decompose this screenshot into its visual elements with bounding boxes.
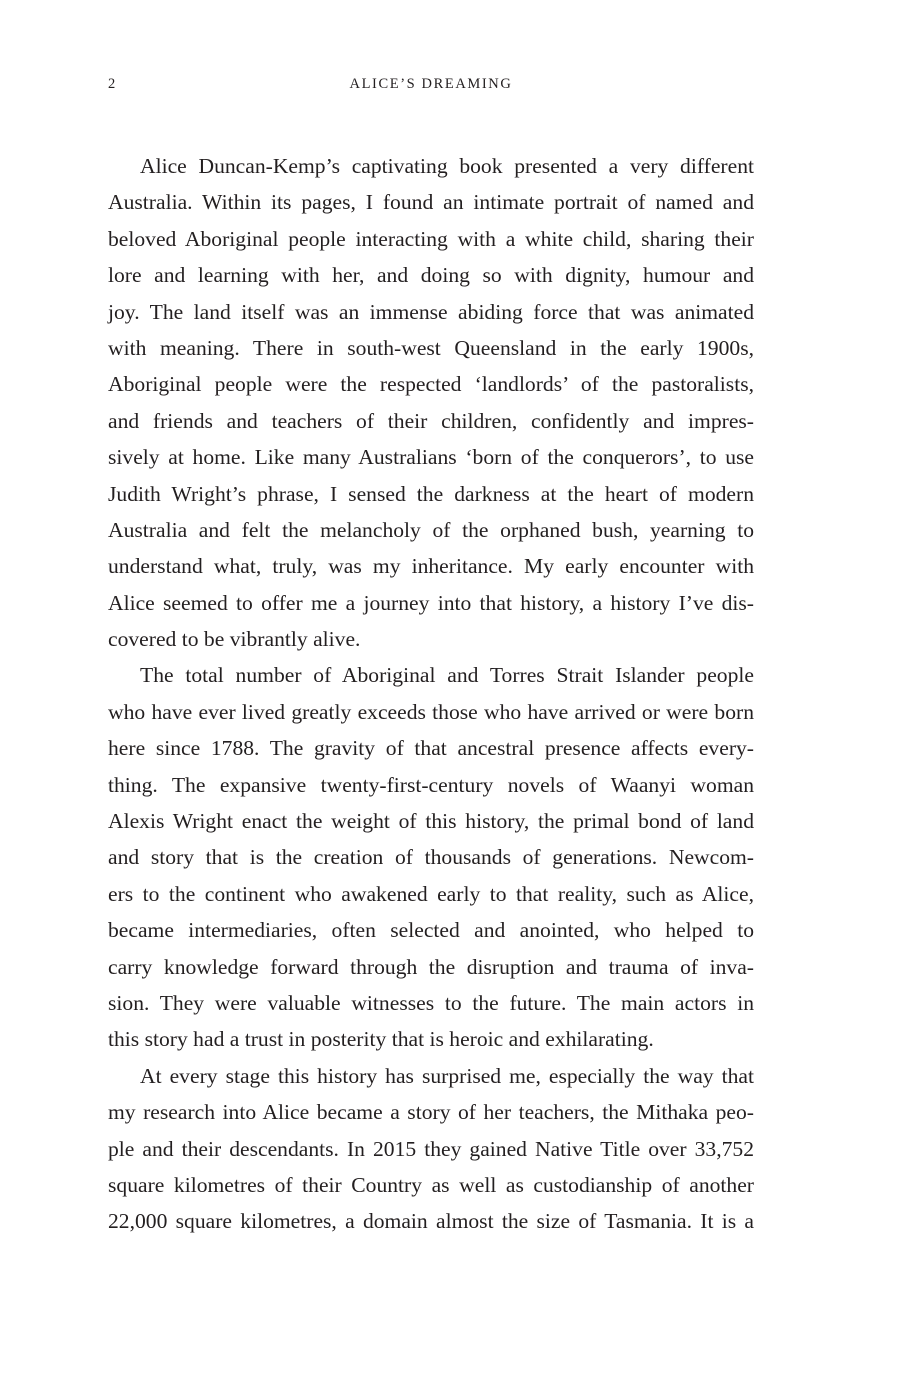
text-line: Alice seemed to offer me a journey into that history, a history I’ve dis- [108, 590, 754, 615]
text-line: lore and learning with her, and doing so with dignity, humour and [108, 263, 754, 288]
text-line: square kilometres of their Country as well as custodianship of another [108, 1172, 754, 1197]
text-line: and story that is the creation of thousands of generations. Newcom- [108, 845, 754, 870]
paragraph-1 [108, 148, 754, 657]
text-line: beloved Aboriginal people interacting with a white child, sharing their [108, 226, 754, 251]
text-line: Australia and felt the melancholy of the orphaned bush, yearning to [108, 517, 754, 542]
running-head [108, 76, 754, 98]
text-line: ple and their descendants. In 2015 they gained Native Title over 33,752 [108, 1136, 754, 1161]
text-line: who have ever lived greatly exceeds those who have arrived or were born [108, 699, 754, 724]
text-line: Australia. Within its pages, I found an intimate portrait of named and [108, 190, 754, 215]
text-line: joy. The land itself was an immense abiding force that was animated [108, 299, 754, 324]
text-line: thing. The expansive twenty-first-century novels of Waanyi woman [108, 772, 754, 797]
text-line: this story had a trust in posterity that is heroic and exhilarating. [108, 1027, 654, 1052]
text-line: my research into Alice became a story of her teachers, the Mithaka peo- [108, 1100, 754, 1125]
body-text [108, 148, 754, 1240]
text-line: Aboriginal people were the respected ‘landlords’ of the pastoralists, [108, 372, 754, 397]
text-line: Alice Duncan-Kemp’s captivating book presented a very different [140, 154, 754, 178]
text-line: carry knowledge forward through the disruption and trauma of inva- [108, 954, 754, 979]
text-line: with meaning. There in south-west Queensland in the early 1900s, [108, 335, 754, 360]
paragraph-2 [108, 657, 754, 1057]
text-line: covered to be vibrantly alive. [108, 627, 361, 652]
text-line: Judith Wright’s phrase, I sensed the darkness at the heart of modern [108, 481, 754, 506]
text-line: At every stage this history has surprised me, especially the way that [140, 1063, 754, 1088]
text-line: Alexis Wright enact the weight of this history, the primal bond of land [108, 809, 754, 834]
text-line: understand what, truly, was my inheritance. My early encounter with [108, 554, 754, 579]
running-title: ALICE’S DREAMING [349, 76, 513, 92]
text-line: here since 1788. The gravity of that ancestral presence affects every- [108, 736, 754, 761]
text-line: became intermediaries, often selected and anointed, who helped to [108, 918, 754, 943]
paragraph-3 [108, 1058, 754, 1240]
text-line: sively at home. Like many Australians ‘born of the conquerors’, to use [108, 445, 754, 470]
text-line: and friends and teachers of their children, confidently and impres- [108, 408, 754, 433]
text-line: ers to the continent who awakened early to that reality, such as Alice, [108, 881, 754, 906]
text-line: 22,000 square kilometres, a domain almost the size of Tasmania. It is a [108, 1209, 754, 1234]
text-line: The total number of Aboriginal and Torres Strait Islander people [140, 663, 754, 688]
page-number: 2 [108, 76, 116, 92]
text-line: sion. They were valuable witnesses to the future. The main actors in [108, 990, 754, 1015]
